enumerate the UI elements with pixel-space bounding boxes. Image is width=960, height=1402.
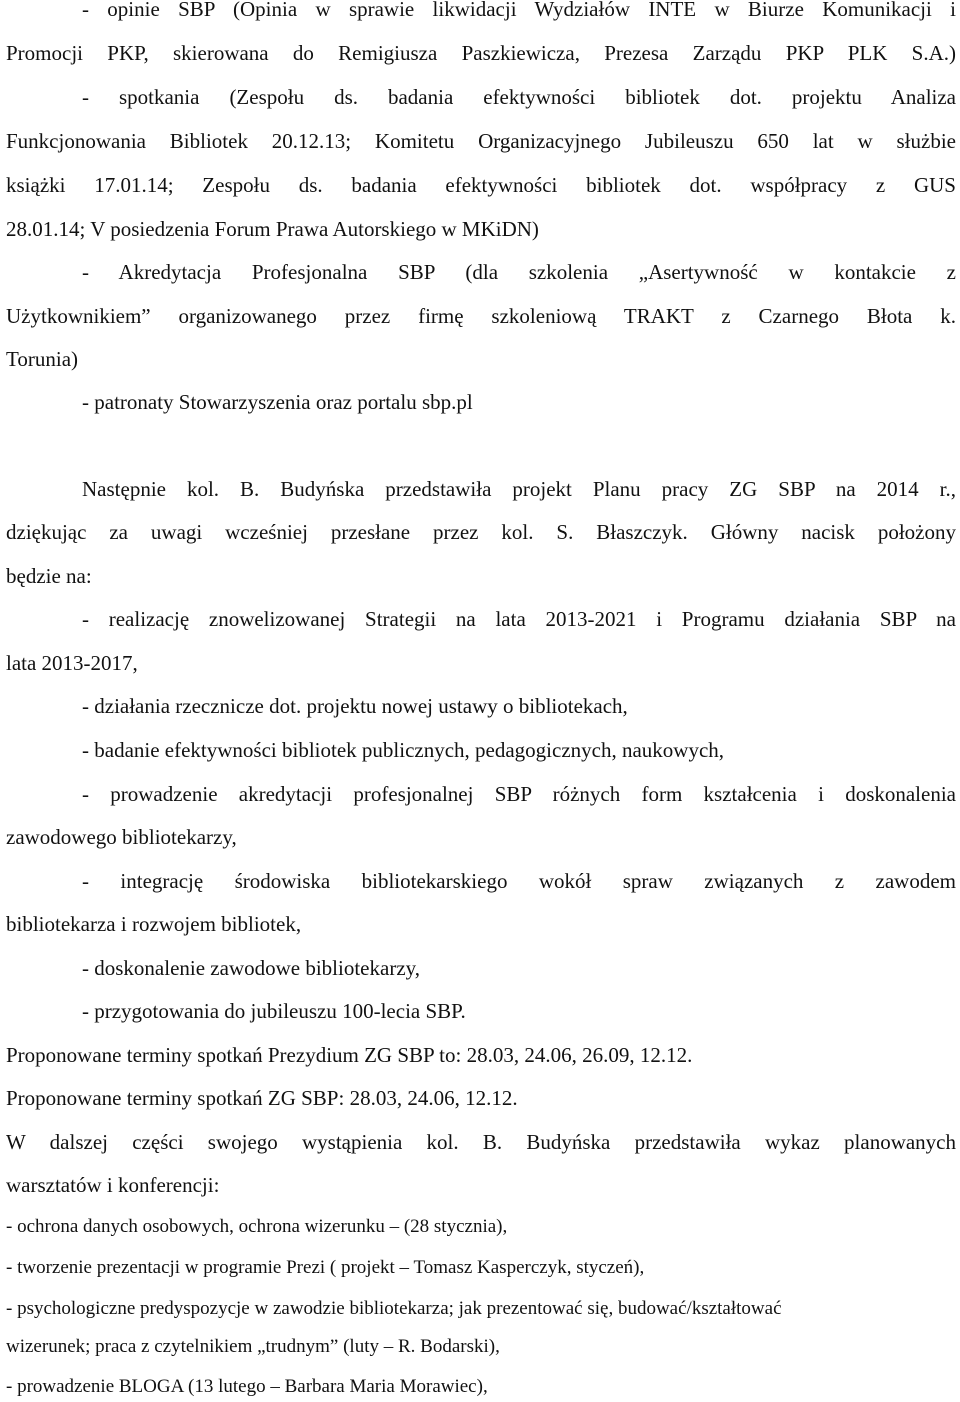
text-line: lata 2013-2017, bbox=[6, 651, 138, 675]
text-line: będzie na: bbox=[6, 564, 92, 588]
text-line: zawodowego bibliotekarzy, bbox=[6, 825, 237, 849]
text-line: - tworzenie prezentacji w programie Prezi ( projekt – Tomasz Kasperczyk, styczeń), bbox=[6, 1257, 645, 1278]
text-line: 28.01.14; V posiedzenia Forum Prawa Autorskiego w MKiDN) bbox=[6, 217, 539, 241]
text-line: - psychologiczne predyspozycje w zawodzie bibliotekarza; jak prezentować się, budować/kształtować bbox=[6, 1298, 782, 1319]
text-line: bibliotekarza i rozwojem bibliotek, bbox=[6, 912, 302, 936]
text-line: - ochrona danych osobowych, ochrona wizerunku – (28 stycznia), bbox=[6, 1216, 508, 1237]
text-line: - doskonalenie zawodowe bibliotekarzy, bbox=[82, 956, 421, 980]
text-line: Torunia) bbox=[6, 347, 79, 371]
text-line: wizerunek; praca z czytelnikiem „trudnym” (luty – R. Bodarski), bbox=[6, 1336, 500, 1357]
text-line: - Akredytacja Profesjonalna SBP (dla szkolenia „Asertywność w kontakcie z bbox=[82, 260, 956, 284]
text-line: - patronaty Stowarzyszenia oraz portalu sbp.pl bbox=[82, 390, 473, 414]
text-line: - działania rzecznicze dot. projektu nowej ustawy o bibliotekach, bbox=[82, 694, 628, 718]
text-line: Proponowane terminy spotkań Prezydium ZG SBP to: 28.03, 24.06, 26.09, 12.12. bbox=[6, 1043, 693, 1067]
text-line: Funkcjonowania Bibliotek 20.12.13; Komitetu Organizacyjnego Jubileuszu 650 lat w służbie bbox=[6, 129, 956, 153]
text-line: Następnie kol. B. Budyńska przedstawiła projekt Planu pracy ZG SBP na 2014 r., bbox=[82, 477, 956, 501]
text-line: W dalszej części swojego wystąpienia kol. B. Budyńska przedstawiła wykaz planowanych bbox=[6, 1130, 956, 1154]
text-line: - prowadzenie BLOGA (13 lutego – Barbara Maria Morawiec), bbox=[6, 1376, 488, 1397]
text-line: Promocji PKP, skierowana do Remigiusza Paszkiewicza, Prezesa Zarządu PKP PLK S.A.) bbox=[6, 41, 956, 65]
text-line: - przygotowania do jubileuszu 100-lecia SBP. bbox=[82, 999, 466, 1023]
text-line: - prowadzenie akredytacji profesjonalnej SBP różnych form kształcenia i doskonalenia bbox=[82, 782, 956, 806]
text-line: - integrację środowiska bibliotekarskiego wokół spraw związanych z zawodem bbox=[82, 869, 956, 893]
text-line: książki 17.01.14; Zespołu ds. badania efektywności bibliotek dot. współpracy z GUS bbox=[6, 173, 956, 197]
text-line: - realizację znowelizowanej Strategii na lata 2013-2021 i Programu działania SBP na bbox=[82, 607, 956, 631]
text-line: - opinie SBP (Opinia w sprawie likwidacji Wydziałów INTE w Biurze Komunikacji i bbox=[82, 0, 956, 21]
text-line: warsztatów i konferencji: bbox=[6, 1173, 220, 1197]
text-line: dziękując za uwagi wcześniej przesłane przez kol. S. Błaszczyk. Główny nacisk położony bbox=[6, 520, 956, 544]
text-line: - spotkania (Zespołu ds. badania efektywności bibliotek dot. projektu Analiza bbox=[82, 85, 956, 109]
text-line: Proponowane terminy spotkań ZG SBP: 28.03, 24.06, 12.12. bbox=[6, 1086, 518, 1110]
text-line: Użytkownikiem” organizowanego przez firmę szkoleniową TRAKT z Czarnego Błota k. bbox=[6, 304, 956, 328]
text-line: - badanie efektywności bibliotek publicznych, pedagogicznych, naukowych, bbox=[82, 738, 725, 762]
